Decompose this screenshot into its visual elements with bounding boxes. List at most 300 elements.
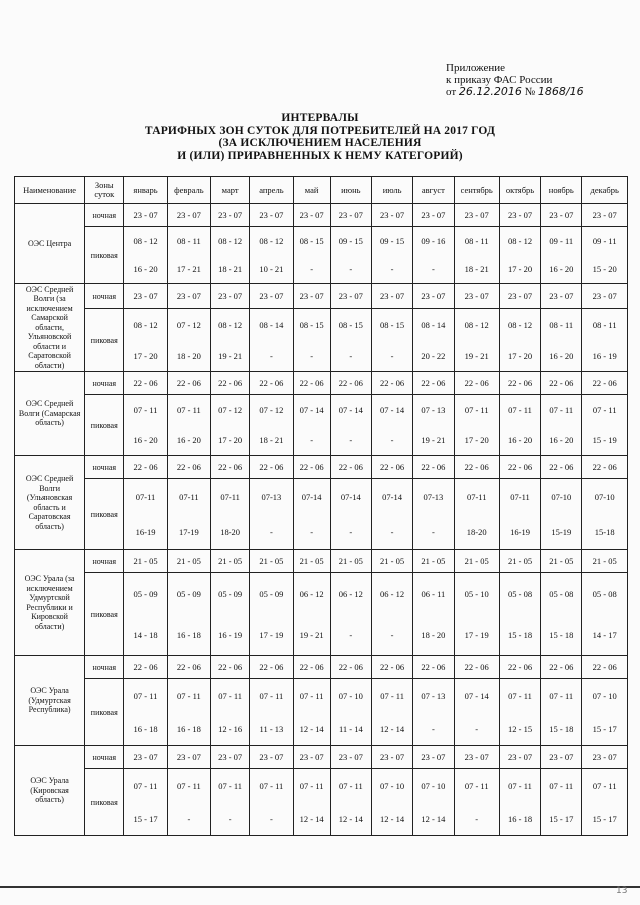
- peak-interval-evening: 16 - 20: [133, 435, 158, 445]
- peak-interval-morning: 08 - 12: [218, 236, 243, 246]
- table-row-peak: [15, 679, 628, 746]
- peak-interval-evening: 17-19: [178, 526, 199, 537]
- peak-interval-cell: [250, 395, 293, 456]
- peak-interval-cell: [541, 395, 582, 456]
- night-interval-cell: 23 - 07: [330, 204, 371, 227]
- peak-interval-evening: -: [431, 723, 435, 734]
- peak-interval-morning: 07 - 11: [592, 780, 617, 791]
- zone-night-label: ночная: [85, 656, 124, 679]
- peak-interval-evening: 16 - 20: [549, 264, 574, 274]
- peak-interval-cell: [371, 573, 412, 656]
- night-interval-cell: 22 - 06: [211, 656, 250, 679]
- night-interval-cell: 21 - 05: [124, 550, 167, 573]
- peak-interval-evening: 15 - 17: [592, 723, 617, 734]
- peak-interval-evening: 15 - 17: [592, 813, 617, 824]
- peak-interval-cell: [250, 309, 293, 372]
- peak-interval-cell: [124, 395, 167, 456]
- zone-night-label: ночная: [85, 550, 124, 573]
- night-interval-cell: 22 - 06: [413, 456, 454, 479]
- peak-interval-cell: [167, 227, 210, 284]
- night-interval-cell: 23 - 07: [250, 746, 293, 769]
- peak-interval-cell: [211, 573, 250, 656]
- peak-interval-cell: [293, 395, 330, 456]
- peak-interval-morning: 07 - 11: [176, 405, 201, 415]
- peak-interval-morning: 05 - 10: [464, 588, 489, 599]
- peak-interval-cell: [211, 395, 250, 456]
- peak-interval-morning: 08 - 15: [380, 319, 405, 330]
- peak-interval-cell: [541, 679, 582, 746]
- tariff-intervals-table: [14, 176, 628, 836]
- peak-interval-evening: -: [310, 350, 314, 361]
- peak-interval-cell: [250, 769, 293, 836]
- column-header: февраль: [167, 177, 210, 204]
- table-row-night: [15, 656, 628, 679]
- night-interval-cell: 22 - 06: [454, 456, 499, 479]
- night-interval-cell: 23 - 07: [293, 204, 330, 227]
- peak-interval-morning: 07-14: [382, 491, 403, 502]
- peak-interval-cell: [454, 679, 499, 746]
- peak-interval-cell: [293, 227, 330, 284]
- night-interval-cell: 23 - 07: [211, 284, 250, 309]
- night-interval-cell: 22 - 06: [211, 372, 250, 395]
- peak-interval-evening: 16 - 18: [133, 723, 158, 734]
- scan-bottom-edge: [0, 886, 640, 888]
- night-interval-cell: 23 - 07: [167, 284, 210, 309]
- peak-interval-morning: 07 - 14: [380, 405, 405, 415]
- peak-interval-cell: [582, 679, 628, 746]
- peak-interval-morning: 06 - 11: [421, 588, 446, 599]
- peak-interval-cell: [124, 227, 167, 284]
- peak-interval-evening: 16 - 19: [592, 350, 617, 361]
- peak-interval-evening: 18 - 21: [259, 435, 284, 445]
- peak-interval-cell: [582, 227, 628, 284]
- night-interval-cell: 23 - 07: [250, 284, 293, 309]
- peak-interval-morning: 07-14: [340, 491, 361, 502]
- night-interval-cell: 22 - 06: [541, 372, 582, 395]
- peak-interval-cell: [454, 769, 499, 836]
- title-line1: ИНТЕРВАЛЫ: [281, 112, 359, 124]
- zone-peak-label: пиковая: [85, 395, 124, 456]
- peak-interval-morning: 08 - 12: [133, 236, 158, 246]
- peak-interval-cell: [293, 479, 330, 550]
- night-interval-cell: 22 - 06: [167, 372, 210, 395]
- peak-interval-evening: -: [228, 813, 232, 824]
- peak-interval-morning: 05 - 08: [549, 588, 574, 599]
- night-interval-cell: 23 - 07: [124, 746, 167, 769]
- zone-night-label: ночная: [85, 372, 124, 395]
- region-name: ОЭС Средней Волги (Самарская область): [15, 372, 85, 456]
- peak-interval-cell: [250, 227, 293, 284]
- peak-interval-evening: 19 - 21: [299, 629, 324, 640]
- night-interval-cell: 22 - 06: [211, 456, 250, 479]
- night-interval-cell: 23 - 07: [371, 284, 412, 309]
- peak-interval-evening: 16 - 20: [133, 264, 158, 274]
- peak-interval-evening: 17 - 20: [507, 264, 533, 274]
- night-interval-cell: 22 - 06: [250, 656, 293, 679]
- peak-interval-morning: 08 - 11: [549, 319, 574, 330]
- peak-interval-cell: [454, 479, 499, 550]
- peak-interval-evening: 17 - 19: [464, 629, 489, 640]
- appendix-date-handwritten: 26.12.2016: [458, 85, 522, 98]
- column-header: Наименование: [15, 177, 85, 204]
- peak-interval-morning: 07 - 11: [299, 690, 324, 701]
- peak-interval-cell: [541, 227, 582, 284]
- peak-interval-cell: [454, 395, 499, 456]
- peak-interval-morning: 08 - 15: [299, 236, 324, 246]
- peak-interval-cell: [371, 679, 412, 746]
- peak-interval-evening: 14 - 17: [592, 629, 617, 640]
- night-interval-cell: 21 - 05: [371, 550, 412, 573]
- peak-interval-evening: 19 - 21: [218, 350, 243, 361]
- peak-interval-morning: 05 - 08: [507, 588, 533, 599]
- peak-interval-cell: [413, 679, 454, 746]
- peak-interval-evening: -: [390, 350, 394, 361]
- peak-interval-evening: 12 - 15: [507, 723, 533, 734]
- appendix-line2: к приказу ФАС России: [446, 74, 553, 86]
- peak-interval-evening: 16 - 20: [549, 435, 574, 445]
- night-interval-cell: 21 - 05: [454, 550, 499, 573]
- night-interval-cell: 23 - 07: [211, 746, 250, 769]
- peak-interval-cell: [293, 309, 330, 372]
- peak-interval-morning: 07 - 11: [464, 780, 489, 791]
- peak-interval-evening: 16-19: [135, 526, 156, 537]
- night-interval-cell: 21 - 05: [211, 550, 250, 573]
- peak-interval-morning: 07 - 14: [299, 405, 324, 415]
- peak-interval-morning: 07 - 11: [176, 690, 201, 701]
- peak-interval-morning: 09 - 11: [592, 236, 617, 246]
- peak-interval-cell: [330, 479, 371, 550]
- peak-interval-cell: [211, 227, 250, 284]
- peak-interval-evening: 12 - 14: [299, 813, 324, 824]
- peak-interval-morning: 07-10: [551, 491, 572, 502]
- peak-interval-morning: 07 - 11: [299, 780, 324, 791]
- peak-interval-morning: 07 - 11: [133, 780, 158, 791]
- table-row-night: [15, 372, 628, 395]
- peak-interval-evening: 12 - 14: [380, 723, 405, 734]
- peak-interval-morning: 07 - 12: [218, 405, 243, 415]
- peak-interval-evening: -: [390, 629, 394, 640]
- night-interval-cell: 21 - 05: [582, 550, 628, 573]
- peak-interval-morning: 06 - 12: [299, 588, 324, 599]
- night-interval-cell: 22 - 06: [582, 456, 628, 479]
- night-interval-cell: 22 - 06: [330, 456, 371, 479]
- region-name: ОЭС Центра: [15, 204, 85, 284]
- table-row-peak: [15, 769, 628, 836]
- peak-interval-evening: 11 - 13: [259, 723, 284, 734]
- peak-interval-evening: 15 - 18: [507, 629, 533, 640]
- peak-interval-evening: 15-18: [594, 526, 615, 537]
- peak-interval-cell: [582, 395, 628, 456]
- night-interval-cell: 22 - 06: [413, 656, 454, 679]
- zone-night-label: ночная: [85, 746, 124, 769]
- peak-interval-morning: 08 - 14: [421, 319, 446, 330]
- peak-interval-cell: [582, 769, 628, 836]
- appendix-block: [446, 62, 584, 98]
- zone-night-label: ночная: [85, 284, 124, 309]
- peak-interval-evening: 16 - 20: [549, 350, 574, 361]
- night-interval-cell: 22 - 06: [582, 656, 628, 679]
- column-header: март: [211, 177, 250, 204]
- peak-interval-cell: [541, 769, 582, 836]
- night-interval-cell: 23 - 07: [582, 746, 628, 769]
- peak-interval-evening: -: [187, 813, 191, 824]
- peak-interval-morning: 07 - 10: [380, 780, 405, 791]
- peak-interval-cell: [413, 395, 454, 456]
- night-interval-cell: 21 - 05: [541, 550, 582, 573]
- peak-interval-evening: -: [269, 350, 273, 361]
- peak-interval-cell: [454, 227, 499, 284]
- night-interval-cell: 22 - 06: [250, 456, 293, 479]
- peak-interval-morning: 07-13: [423, 491, 444, 502]
- peak-interval-cell: [541, 573, 582, 656]
- peak-interval-evening: 15 - 17: [133, 813, 158, 824]
- night-interval-cell: 22 - 06: [330, 656, 371, 679]
- peak-interval-cell: [499, 395, 540, 456]
- peak-interval-evening: -: [390, 264, 394, 274]
- peak-interval-morning: 07-13: [261, 491, 282, 502]
- column-header: Зоны суток: [85, 177, 124, 204]
- peak-interval-morning: 05 - 09: [218, 588, 243, 599]
- peak-interval-morning: 08 - 12: [218, 319, 243, 330]
- night-interval-cell: 23 - 07: [499, 284, 540, 309]
- peak-interval-evening: 18-20: [220, 526, 241, 537]
- peak-interval-morning: 07 - 11: [259, 780, 284, 791]
- peak-interval-morning: 05 - 08: [592, 588, 617, 599]
- night-interval-cell: 21 - 05: [167, 550, 210, 573]
- night-interval-cell: 22 - 06: [413, 372, 454, 395]
- peak-interval-morning: 07 - 11: [592, 405, 617, 415]
- night-interval-cell: 22 - 06: [499, 656, 540, 679]
- region-name: ОЭС Урала (Удмуртская Республика): [15, 656, 85, 746]
- peak-interval-evening: 16 - 18: [176, 629, 201, 640]
- peak-interval-morning: 09 - 15: [338, 236, 363, 246]
- peak-interval-evening: 11 - 14: [338, 723, 363, 734]
- peak-interval-cell: [124, 769, 167, 836]
- column-header: май: [293, 177, 330, 204]
- peak-interval-evening: 17 - 20: [133, 350, 158, 361]
- peak-interval-morning: 08 - 11: [176, 236, 201, 246]
- peak-interval-evening: 15 - 19: [592, 435, 617, 445]
- region-name: ОЭС Урала (за исключением Удмуртской Республики и Кировской области): [15, 550, 85, 656]
- peak-interval-evening: -: [349, 264, 353, 274]
- night-interval-cell: 22 - 06: [293, 456, 330, 479]
- peak-interval-evening: -: [431, 264, 435, 274]
- column-header: октябрь: [499, 177, 540, 204]
- document-title: [100, 112, 540, 162]
- peak-interval-cell: [499, 679, 540, 746]
- peak-interval-evening: 16 - 18: [176, 723, 201, 734]
- peak-interval-cell: [211, 309, 250, 372]
- peak-interval-morning: 08 - 12: [133, 319, 158, 330]
- column-header: август: [413, 177, 454, 204]
- peak-interval-morning: 07-11: [466, 491, 487, 502]
- peak-interval-morning: 07-11: [135, 491, 156, 502]
- peak-interval-cell: [582, 479, 628, 550]
- peak-interval-evening: 15 - 17: [549, 813, 574, 824]
- peak-interval-morning: 07 - 11: [508, 690, 532, 701]
- peak-interval-evening: -: [390, 526, 394, 537]
- peak-interval-morning: 06 - 12: [380, 588, 405, 599]
- peak-interval-cell: [293, 573, 330, 656]
- peak-interval-evening: 12 - 14: [299, 723, 324, 734]
- zone-night-label: ночная: [85, 456, 124, 479]
- peak-interval-morning: 08 - 12: [507, 319, 533, 330]
- peak-interval-morning: 07 - 11: [338, 780, 363, 791]
- peak-interval-evening: 12 - 16: [218, 723, 243, 734]
- peak-interval-evening: 18 - 20: [176, 350, 201, 361]
- peak-interval-cell: [371, 309, 412, 372]
- peak-interval-evening: 15 - 20: [592, 264, 617, 274]
- peak-interval-morning: 08 - 14: [259, 319, 284, 330]
- peak-interval-morning: 08 - 12: [259, 236, 284, 246]
- table-row-night: [15, 746, 628, 769]
- peak-interval-morning: 09 - 15: [380, 236, 405, 246]
- night-interval-cell: 21 - 05: [413, 550, 454, 573]
- peak-interval-morning: 07 - 11: [133, 690, 158, 701]
- peak-interval-evening: -: [269, 813, 273, 824]
- peak-interval-evening: 17 - 20: [507, 350, 533, 361]
- peak-interval-evening: 16 - 20: [176, 435, 201, 445]
- night-interval-cell: 23 - 07: [293, 746, 330, 769]
- zone-peak-label: пиковая: [85, 679, 124, 746]
- peak-interval-cell: [499, 769, 540, 836]
- table-body: [15, 204, 628, 836]
- peak-interval-cell: [124, 573, 167, 656]
- peak-interval-morning: 09 - 11: [549, 236, 574, 246]
- night-interval-cell: 22 - 06: [293, 656, 330, 679]
- night-interval-cell: 23 - 07: [250, 204, 293, 227]
- peak-interval-cell: [211, 679, 250, 746]
- night-interval-cell: 22 - 06: [582, 372, 628, 395]
- peak-interval-cell: [124, 309, 167, 372]
- peak-interval-evening: -: [349, 526, 353, 537]
- peak-interval-evening: -: [475, 723, 479, 734]
- zone-peak-label: пиковая: [85, 227, 124, 284]
- peak-interval-morning: 07-11: [179, 491, 199, 502]
- peak-interval-morning: 08 - 11: [464, 236, 489, 246]
- night-interval-cell: 23 - 07: [454, 204, 499, 227]
- column-header: апрель: [250, 177, 293, 204]
- night-interval-cell: 23 - 07: [167, 746, 210, 769]
- night-interval-cell: 21 - 05: [293, 550, 330, 573]
- peak-interval-evening: 18-20: [466, 526, 487, 537]
- appendix-date-prefix: от: [446, 86, 457, 98]
- night-interval-cell: 21 - 05: [250, 550, 293, 573]
- zone-peak-label: пиковая: [85, 769, 124, 836]
- peak-interval-morning: 07 - 12: [259, 405, 284, 415]
- column-header: июнь: [330, 177, 371, 204]
- peak-interval-evening: 10 - 21: [259, 264, 284, 274]
- peak-interval-evening: -: [475, 813, 479, 824]
- peak-interval-evening: 19 - 21: [464, 350, 489, 361]
- night-interval-cell: 22 - 06: [250, 372, 293, 395]
- table-header-row: [15, 177, 628, 204]
- peak-interval-morning: 07-11: [510, 491, 530, 502]
- peak-interval-cell: [413, 479, 454, 550]
- night-interval-cell: 23 - 07: [293, 284, 330, 309]
- night-interval-cell: 23 - 07: [211, 204, 250, 227]
- night-interval-cell: 22 - 06: [330, 372, 371, 395]
- night-interval-cell: 22 - 06: [167, 456, 210, 479]
- table-row-peak: [15, 395, 628, 456]
- night-interval-cell: 22 - 06: [371, 372, 412, 395]
- peak-interval-cell: [330, 395, 371, 456]
- peak-interval-morning: 08 - 15: [299, 319, 324, 330]
- peak-interval-morning: 07-11: [220, 491, 240, 502]
- peak-interval-cell: [124, 679, 167, 746]
- appendix-line1: Приложение: [446, 62, 506, 74]
- peak-interval-evening: 18 - 20: [421, 629, 446, 640]
- night-interval-cell: 21 - 05: [330, 550, 371, 573]
- peak-interval-morning: 08 - 15: [338, 319, 363, 330]
- peak-interval-evening: -: [269, 526, 273, 537]
- table-row-peak: [15, 573, 628, 656]
- peak-interval-cell: [124, 479, 167, 550]
- peak-interval-evening: -: [310, 264, 314, 274]
- table-row-peak: [15, 227, 628, 284]
- night-interval-cell: 23 - 07: [330, 746, 371, 769]
- peak-interval-morning: 07 - 11: [259, 690, 284, 701]
- region-name: ОЭС Средней Волги (за исключением Самарской области, Ульяновской области и Саратовской области): [15, 284, 85, 372]
- column-header: июль: [371, 177, 412, 204]
- night-interval-cell: 23 - 07: [371, 746, 412, 769]
- peak-interval-cell: [371, 227, 412, 284]
- peak-interval-evening: -: [431, 526, 435, 537]
- night-interval-cell: 23 - 07: [124, 204, 167, 227]
- peak-interval-cell: [413, 227, 454, 284]
- peak-interval-morning: 07 - 11: [549, 780, 574, 791]
- night-interval-cell: 23 - 07: [499, 204, 540, 227]
- peak-interval-cell: [541, 309, 582, 372]
- peak-interval-evening: 18 - 21: [464, 264, 489, 274]
- night-interval-cell: 23 - 07: [454, 746, 499, 769]
- peak-interval-evening: 17 - 20: [218, 435, 243, 445]
- peak-interval-morning: 07-10: [594, 491, 615, 502]
- peak-interval-cell: [499, 309, 540, 372]
- peak-interval-evening: 19 - 21: [421, 435, 446, 445]
- peak-interval-morning: 07 - 11: [218, 690, 243, 701]
- peak-interval-cell: [371, 769, 412, 836]
- night-interval-cell: 23 - 07: [541, 746, 582, 769]
- table-row-night: [15, 456, 628, 479]
- peak-interval-cell: [582, 573, 628, 656]
- night-interval-cell: 22 - 06: [167, 656, 210, 679]
- title-line3: (ЗА ИСКЛЮЧЕНИЕМ НАСЕЛЕНИЯ: [218, 137, 422, 149]
- night-interval-cell: 22 - 06: [454, 372, 499, 395]
- peak-interval-evening: -: [310, 435, 314, 445]
- peak-interval-morning: 07 - 14: [338, 405, 363, 415]
- peak-interval-cell: [167, 769, 210, 836]
- peak-interval-cell: [454, 573, 499, 656]
- night-interval-cell: 23 - 07: [413, 204, 454, 227]
- table-row-night: [15, 284, 628, 309]
- peak-interval-morning: 07 - 10: [421, 780, 446, 791]
- night-interval-cell: 22 - 06: [124, 656, 167, 679]
- peak-interval-evening: -: [390, 435, 394, 445]
- column-header: январь: [124, 177, 167, 204]
- peak-interval-evening: 15 - 18: [549, 723, 574, 734]
- peak-interval-cell: [250, 679, 293, 746]
- peak-interval-morning: 07 - 11: [176, 780, 201, 791]
- table-row-peak: [15, 479, 628, 550]
- night-interval-cell: 22 - 06: [499, 372, 540, 395]
- peak-interval-cell: [167, 479, 210, 550]
- peak-interval-morning: 07 - 11: [549, 690, 574, 701]
- night-interval-cell: 23 - 07: [541, 284, 582, 309]
- night-interval-cell: 22 - 06: [124, 372, 167, 395]
- peak-interval-cell: [499, 227, 540, 284]
- night-interval-cell: 22 - 06: [454, 656, 499, 679]
